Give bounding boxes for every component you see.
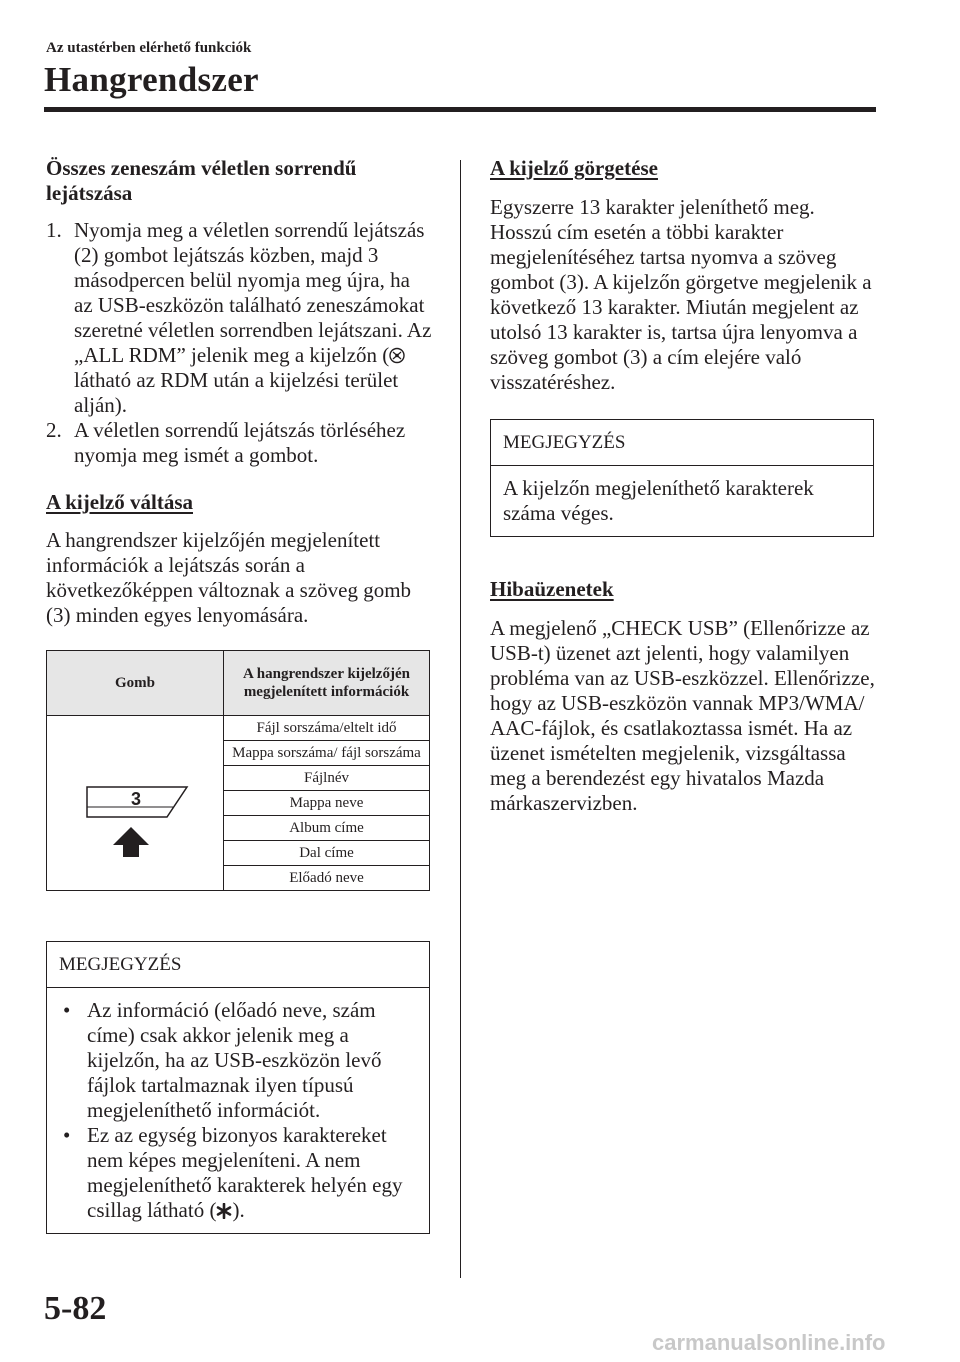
table-cell: Mappa neve — [224, 791, 430, 816]
asterisk-icon — [216, 1203, 232, 1219]
note-bullet: • Ez az egység bizonyos karaktereket nem képes megjeleníteni. A nem megjeleníthető karakterek helyén egy csillag látható ( ). — [59, 1123, 417, 1223]
breadcrumb: Az utastérben elérhető funkciók — [46, 40, 252, 56]
note-body: A kijelzőn megjeleníthető karakterek száma véges. — [503, 476, 814, 525]
watermark: carmanualsonline.info — [652, 1330, 886, 1355]
table-cell: Dal címe — [224, 841, 430, 866]
random-play-steps — [46, 218, 432, 468]
table-cell: Fájl sorszáma/eltelt idő — [224, 716, 430, 741]
display-switch-text: A hangrendszer kijelzőjén megjelenített információk a lejátszás során a következőképpen változnak a szöveg gomb (3) minden egyes lenyomására. — [46, 528, 412, 627]
left-column — [46, 156, 432, 1234]
table-cell: Mappa sorszáma/ fájl sorszáma — [224, 741, 430, 766]
right-column — [490, 156, 876, 816]
errors-text: A megjelenő „CHECK USB” (Ellenőrizze az USB-t) üzenet azt jelenti, hogy valamilyen probléma van az USB-eszközzel. Ellenőrizze, hogy az USB-eszközön vannak MP3/WMA/ AAC-fájlok, és csatlakoztassa ismét. Ha az üzenet ismételten megjelenik, vizsgáltassa meg a berendezést egy hivatalos Mazda márkaszervizben. — [490, 616, 875, 815]
note-bullet: • Az információ (előadó neve, szám címe) csak akkor jelenik meg a kijelzőn, ha az USB-eszközön levő fájlok tartalmaznak ilyen típusú megjeleníthető információt. — [59, 998, 417, 1123]
display-info-table — [46, 650, 430, 891]
table-cell: Előadó neve — [224, 866, 430, 891]
note-title: MEGJEGYZÉS — [491, 420, 873, 466]
header-rule — [44, 107, 876, 112]
table-row — [47, 716, 430, 741]
random-disc-icon — [389, 346, 405, 365]
button-number-label: 3 — [131, 788, 142, 809]
text-button-illustration — [47, 741, 223, 861]
button-illustration-cell — [47, 716, 224, 891]
column-divider — [460, 160, 461, 1278]
note-title: MEGJEGYZÉS — [47, 942, 429, 988]
table-cell: Fájlnév — [224, 766, 430, 791]
note-box-left — [46, 941, 430, 1234]
display-switch-heading: A kijelző váltása — [46, 490, 193, 514]
note-body — [47, 988, 429, 1233]
scroll-text: Egyszerre 13 karakter jeleníthető meg. Hosszú cím esetén a többi karakter megjelenítéséhez tartsa nyomva a szöveg gombot (3). A kijelzőn görgetve megjelenik a következő 13 karakter. Miután megjelent az utolsó 13 karakter is, tartsa újra lenyomva a szöveg gombot (3) a cím elejére való visszatéréshez. — [490, 195, 872, 394]
table-cell: Album címe — [224, 816, 430, 841]
press-arrow-icon — [113, 827, 149, 857]
scroll-heading: A kijelző görgetése — [490, 156, 658, 180]
table-header-button: Gomb — [47, 651, 224, 716]
chapter-title: Hangrendszer — [44, 60, 259, 99]
errors-heading: Hibaüzenetek — [490, 577, 614, 601]
note-box-right — [490, 419, 874, 537]
page-number: 5-82 — [44, 1290, 107, 1327]
random-play-heading: Összes zeneszám véletlen sorrendű lejátszása — [46, 156, 357, 205]
note-bullets — [59, 998, 417, 1223]
step-item: 1. Nyomja meg a véletlen sorrendű lejátszás (2) gombot lejátszás közben, majd 3 másodpercen belül nyomja meg újra, ha az USB-eszközön található zeneszámokat szeretné véletlen sorrendben lejátszani. Az „ALL RDM” jelenik meg a kijelzőn ( látható az RDM után a kijelzési terület alján). — [46, 218, 432, 417]
table-header-info: A hangrendszer kijelzőjén megjelenített információk — [224, 651, 430, 716]
step-item: 2. A véletlen sorrendű lejátszás törléséhez nyomja meg ismét a gombot. — [46, 418, 406, 467]
